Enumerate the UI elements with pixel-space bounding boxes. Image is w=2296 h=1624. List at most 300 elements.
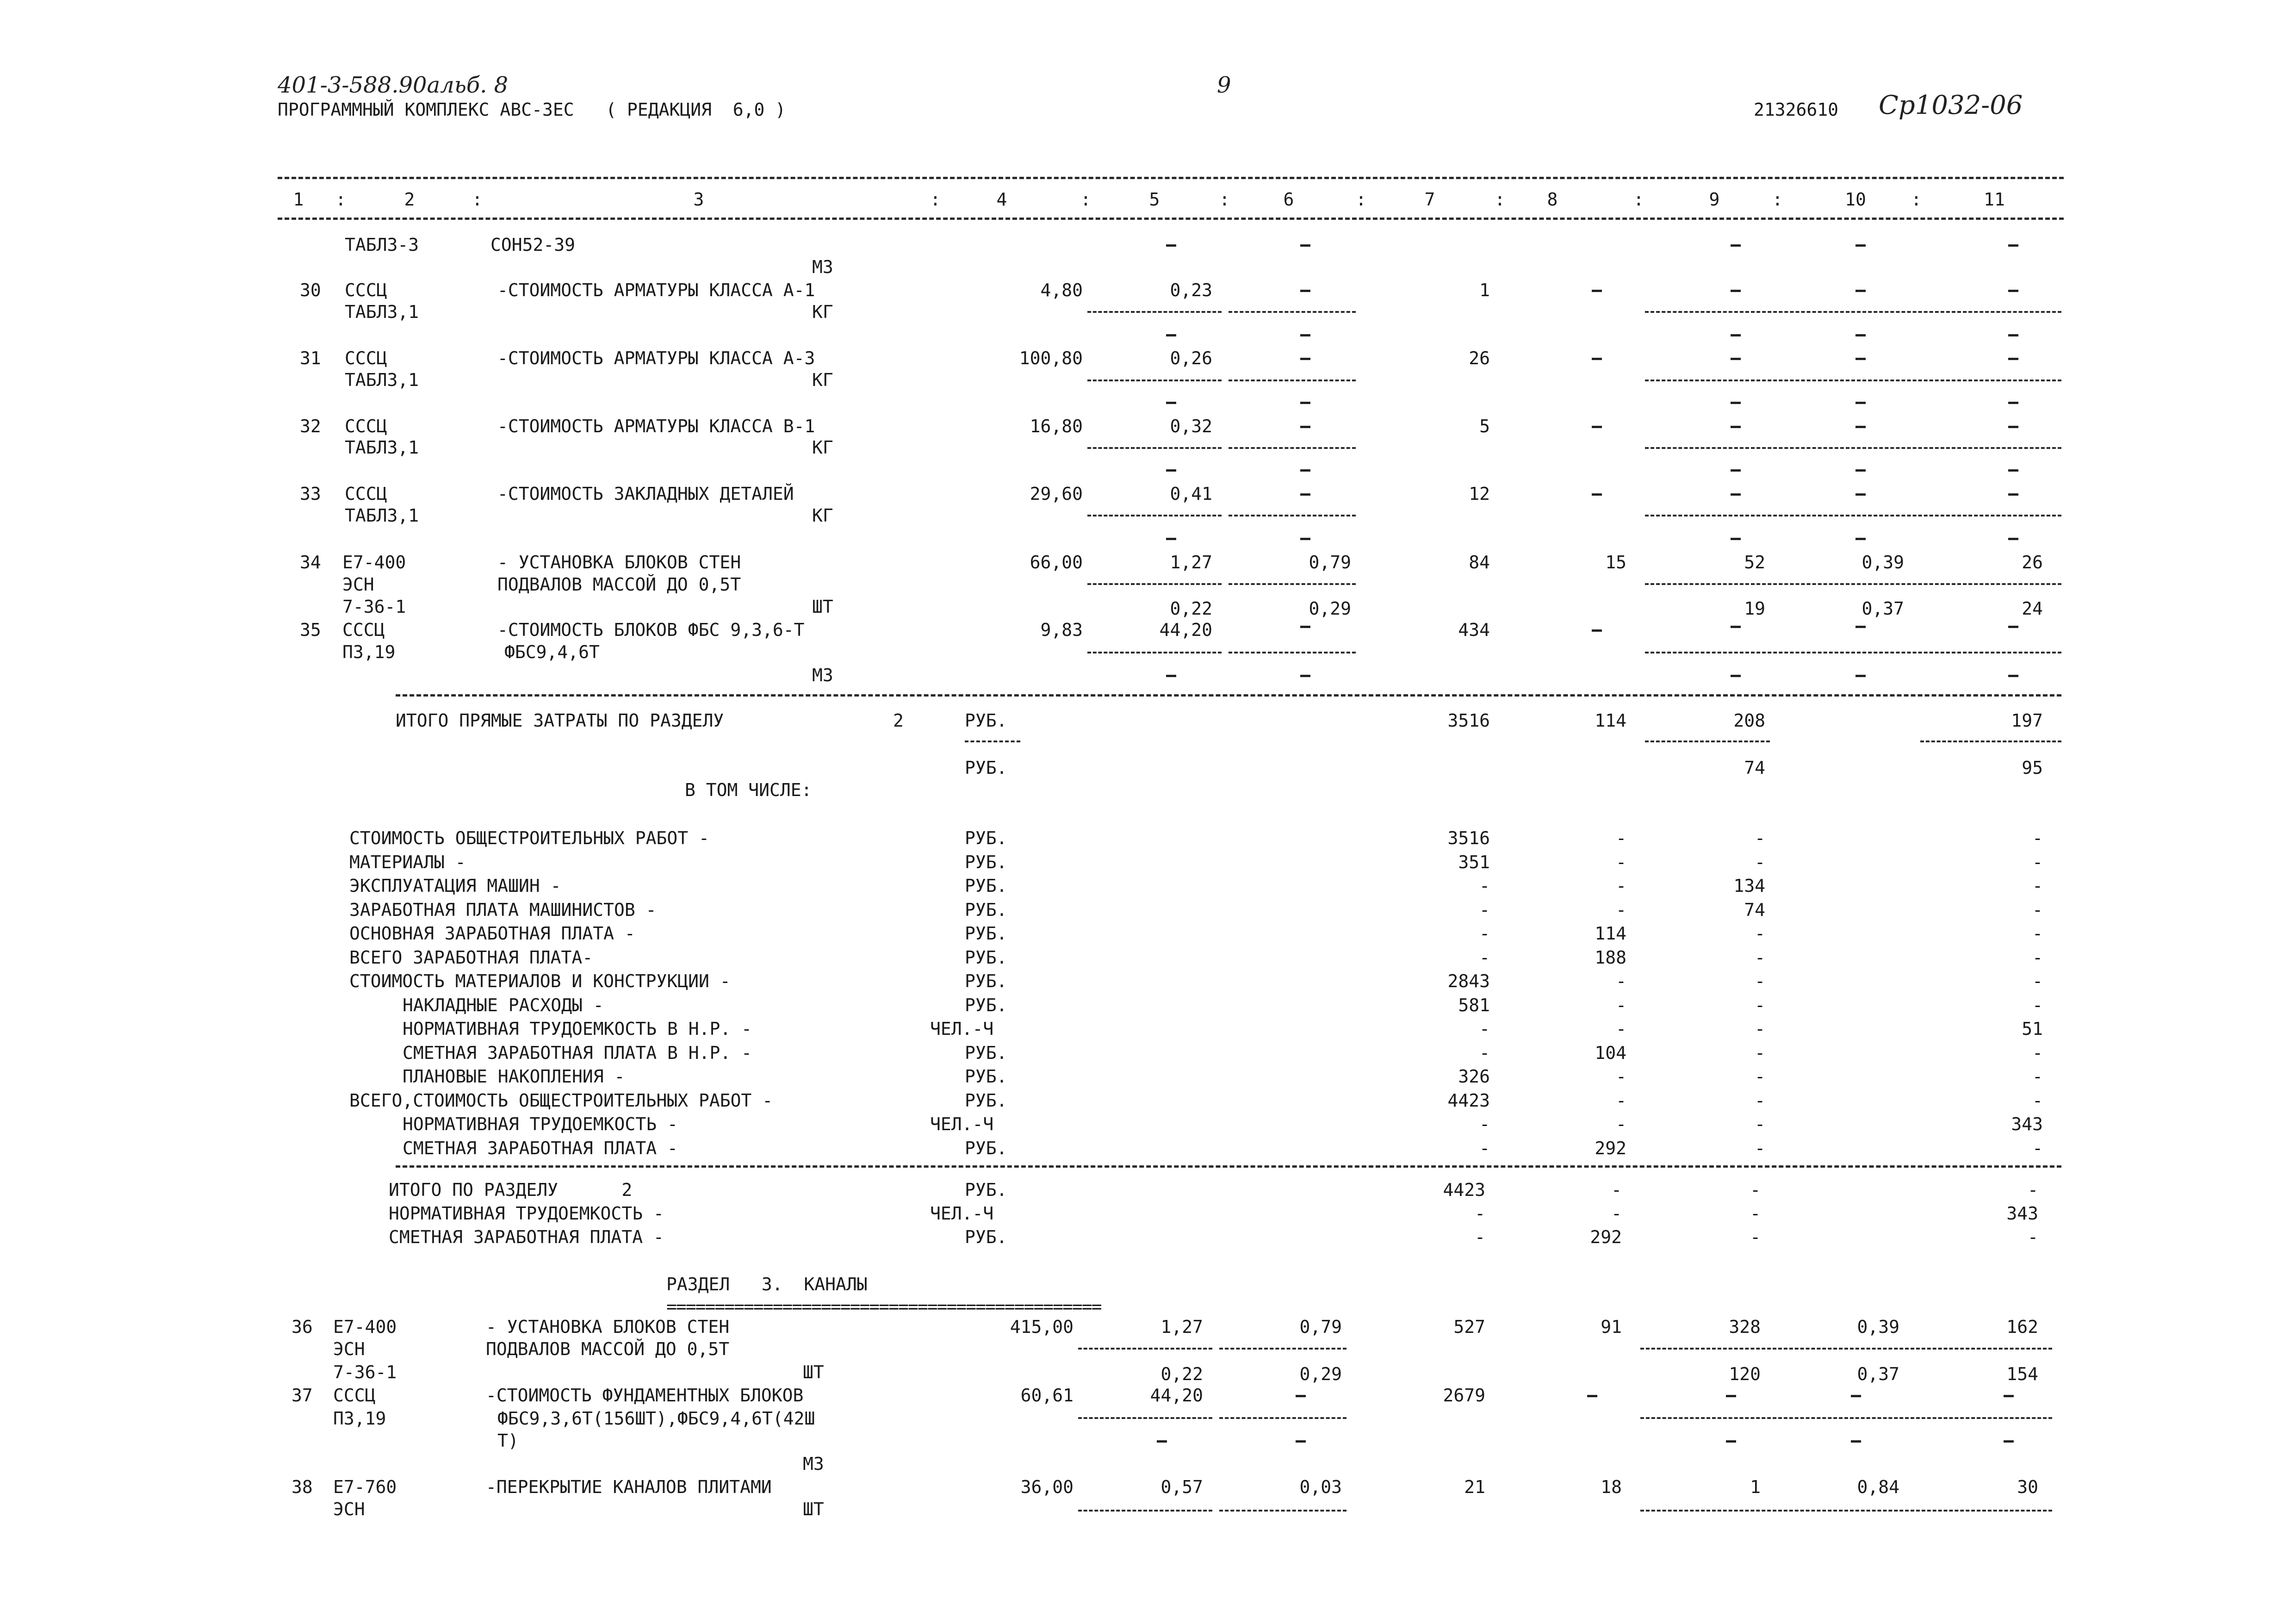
row-number: 32 <box>300 416 321 436</box>
empty-dash <box>1726 1395 1736 1397</box>
col-separator: : <box>1772 189 1783 210</box>
empty-dash <box>1726 1440 1736 1443</box>
empty-dash <box>1166 244 1176 247</box>
col-header-9: 9 <box>1709 189 1720 210</box>
row-description: -СТОИМОСТЬ БЛОКОВ ФБС 9,3,6-Т <box>497 620 805 640</box>
breakdown-c9: 74 <box>1744 900 1765 920</box>
cell-labor: 0,37 <box>1862 598 1904 619</box>
cell-labor: 0,39 <box>1857 1317 1899 1337</box>
empty-dash <box>1300 469 1310 472</box>
cell-labor: 0,84 <box>1857 1477 1899 1497</box>
row-description: ФБС9,4,6Т <box>504 642 600 662</box>
section-title-underline: ============================================= <box>666 1296 1101 1317</box>
breakdown-c8: - <box>1616 876 1626 896</box>
cell-quantity: 36,00 <box>1020 1477 1074 1497</box>
row-code: ТАБЛ3,1 <box>345 370 419 390</box>
breakdown-c8: - <box>1616 900 1626 920</box>
cell-total: 12 <box>1469 484 1490 504</box>
breakdown-c7: 3516 <box>1447 828 1490 848</box>
cell-total: 527 <box>1453 1317 1485 1337</box>
cell-unit-price: 0,32 <box>1170 416 1212 436</box>
including-label: В ТОМ ЧИСЛЕ: <box>685 780 812 800</box>
col-separator: : <box>472 189 483 210</box>
program-title: ПРОГРАММНЫЙ КОМПЛЕКС АВС-3ЕС ( РЕДАКЦИЯ 6,0 ) <box>278 100 786 120</box>
col-separator: : <box>1080 189 1091 210</box>
cell-machine-price: 0,03 <box>1299 1477 1342 1497</box>
cell-unit-price: 0,22 <box>1170 598 1212 619</box>
empty-dash <box>1855 493 1866 496</box>
empty-dash <box>1300 402 1310 404</box>
cell-divider <box>1078 1348 1212 1350</box>
cell-divider <box>1078 1417 1212 1419</box>
section-total-c8: - <box>1611 1203 1622 1224</box>
empty-dash <box>1166 402 1176 404</box>
code-number: 21326610 <box>1754 100 1839 120</box>
cell-total: 2679 <box>1443 1385 1485 1406</box>
section-total-unit: ЧЕЛ.-Ч <box>930 1203 994 1224</box>
breakdown-c7: 2843 <box>1447 971 1490 991</box>
cell-unit-price: 1,27 <box>1160 1317 1203 1337</box>
row-description: Т) <box>497 1431 519 1451</box>
breakdown-c11: 51 <box>2022 1019 2043 1039</box>
empty-dash <box>2008 244 2018 247</box>
breakdown-label: ВСЕГО,СТОИМОСТЬ ОБЩЕСТРОИТЕЛЬНЫХ РАБОТ - <box>349 1090 773 1111</box>
row-code: ЭСН <box>333 1499 365 1519</box>
empty-dash <box>1731 493 1741 496</box>
empty-dash <box>2008 469 2018 472</box>
empty-dash <box>1166 538 1176 540</box>
breakdown-c7: 581 <box>1458 995 1490 1015</box>
row-description: СОН52-39 <box>490 235 576 255</box>
row-number: 37 <box>292 1385 313 1406</box>
page-number: 9 <box>1217 72 1231 98</box>
row-code: СССЦ <box>345 280 387 300</box>
breakdown-c8: 104 <box>1595 1043 1626 1063</box>
row-code: Е7-400 <box>333 1317 397 1337</box>
breakdown-c8: - <box>1616 971 1626 991</box>
row-number: 33 <box>300 484 321 504</box>
cell-machines: 19 <box>1744 598 1765 619</box>
row-description: -СТОИМОСТЬ АРМАТУРЫ КЛАССА В-1 <box>497 416 815 436</box>
row-unit: КГ <box>812 302 833 322</box>
breakdown-c11: 343 <box>2011 1114 2043 1134</box>
empty-dash <box>1855 290 1866 292</box>
totals-c9: 208 <box>1733 710 1765 731</box>
breakdown-c7: - <box>1479 1114 1490 1134</box>
cell-machines: 120 <box>1729 1364 1761 1384</box>
cell-wages: 15 <box>1605 552 1626 572</box>
section-divider <box>396 694 2061 697</box>
empty-dash <box>2008 334 2018 336</box>
section-total-label: ИТОГО ПО РАЗДЕЛУ 2 <box>389 1180 633 1200</box>
col-separator: : <box>1219 189 1230 210</box>
empty-dash <box>1855 426 1866 428</box>
cell-machines: 1 <box>1750 1477 1761 1497</box>
row-code: СССЦ <box>345 348 387 368</box>
cell-machine-price: 0,79 <box>1299 1317 1342 1337</box>
empty-dash <box>1855 244 1866 247</box>
col-header-11: 11 <box>1984 189 2005 210</box>
row-code: ТАБЛ3,1 <box>345 302 419 322</box>
col-separator: : <box>335 189 346 210</box>
row-unit: КГ <box>812 437 833 458</box>
cell-unit-price: 0,41 <box>1170 484 1212 504</box>
cell-divider <box>1087 311 1222 313</box>
cell-quantity: 29,60 <box>1030 484 1083 504</box>
cell-total: 5 <box>1479 416 1490 436</box>
totals-c9: 74 <box>1744 758 1765 778</box>
col-separator: : <box>1633 189 1644 210</box>
row-unit: ШТ <box>803 1499 824 1519</box>
cell-divider <box>1087 652 1222 653</box>
row-code: ЭСН <box>333 1339 365 1359</box>
empty-dash <box>2008 626 2018 628</box>
col-header-6: 6 <box>1283 189 1294 210</box>
breakdown-c11: - <box>2032 947 2043 968</box>
cell-divider <box>1229 515 1356 516</box>
breakdown-c7: - <box>1479 947 1490 968</box>
breakdown-c8: - <box>1616 995 1626 1015</box>
cell-wages: 91 <box>1601 1317 1622 1337</box>
col-header-5: 5 <box>1149 189 1160 210</box>
cell-divider <box>1087 447 1222 449</box>
cell-labor: 0,39 <box>1862 552 1904 572</box>
col-header-8: 8 <box>1547 189 1558 210</box>
row-number: 36 <box>292 1317 313 1337</box>
breakdown-c8: - <box>1616 1019 1626 1039</box>
breakdown-c11: - <box>2032 1138 2043 1158</box>
totals-unit: РУБ. <box>965 710 1007 731</box>
cell-machine-price: 0,79 <box>1309 552 1351 572</box>
section-total-c7: - <box>1475 1203 1485 1224</box>
section-total-c11: 343 <box>2006 1203 2038 1224</box>
cell-unit-price: 44,20 <box>1159 620 1212 640</box>
cell-divider <box>1229 380 1356 381</box>
breakdown-c7: - <box>1479 1019 1490 1039</box>
row-description: -СТОИМОСТЬ АРМАТУРЫ КЛАССА А-3 <box>497 348 815 368</box>
breakdown-c9: - <box>1755 971 1765 991</box>
empty-dash <box>1851 1440 1861 1443</box>
empty-dash <box>2008 358 2018 360</box>
cell-divider <box>1645 311 2061 313</box>
row-unit: М3 <box>803 1454 824 1474</box>
breakdown-label: НАКЛАДНЫЕ РАСХОДЫ - <box>403 995 604 1015</box>
row-unit: КГ <box>812 505 833 526</box>
row-code: СССЦ <box>345 416 387 436</box>
empty-dash <box>1296 1440 1306 1443</box>
empty-dash <box>1592 290 1602 292</box>
breakdown-c11: - <box>2032 876 2043 896</box>
totals-label: ИТОГО ПРЯМЫЕ ЗАТРАТЫ ПО РАЗДЕЛУ <box>396 710 724 731</box>
cell-unit-price: 0,22 <box>1160 1364 1203 1384</box>
breakdown-c7: - <box>1479 1138 1490 1158</box>
empty-dash <box>1855 675 1866 677</box>
section-total-label: СМЕТНАЯ ЗАРАБОТНАЯ ПЛАТА - <box>389 1227 664 1247</box>
empty-dash <box>1731 334 1741 336</box>
breakdown-unit: РУБ. <box>965 995 1007 1015</box>
empty-dash <box>2008 675 2018 677</box>
cell-quantity: 60,61 <box>1020 1385 1074 1406</box>
cell-labor-total: 24 <box>2022 598 2043 619</box>
empty-dash <box>2008 538 2018 540</box>
row-number: 38 <box>292 1477 313 1497</box>
empty-dash <box>1300 675 1310 677</box>
empty-dash <box>1592 358 1602 360</box>
breakdown-c8: - <box>1616 1090 1626 1111</box>
empty-dash <box>1300 290 1310 292</box>
empty-dash <box>1855 469 1866 472</box>
section-total-c11: - <box>2028 1180 2038 1200</box>
cell-divider <box>1640 1348 2052 1350</box>
breakdown-c9: - <box>1755 1043 1765 1063</box>
cell-divider <box>1229 447 1356 449</box>
col-header-3: 3 <box>693 189 704 210</box>
breakdown-c8: - <box>1616 828 1626 848</box>
breakdown-c9: - <box>1755 828 1765 848</box>
breakdown-c7: - <box>1479 923 1490 944</box>
breakdown-unit: ЧЕЛ.-Ч <box>930 1019 994 1039</box>
breakdown-c8: - <box>1616 1114 1626 1134</box>
row-unit: КГ <box>812 370 833 390</box>
empty-dash <box>1731 675 1741 677</box>
totals-c8: 114 <box>1595 710 1626 731</box>
breakdown-label: СТОИМОСТЬ МАТЕРИАЛОВ И КОНСТРУКЦИИ - <box>349 971 731 991</box>
empty-dash <box>1731 626 1741 628</box>
breakdown-c7: 326 <box>1458 1066 1490 1087</box>
empty-dash <box>1300 334 1310 336</box>
row-code: П3,19 <box>333 1408 386 1429</box>
col-header-1: 1 <box>293 189 304 210</box>
empty-dash <box>1731 402 1741 404</box>
breakdown-c9: - <box>1755 1090 1765 1111</box>
empty-dash <box>2004 1395 2014 1397</box>
row-code: Е7-400 <box>342 552 406 572</box>
cell-unit-price: 0,57 <box>1160 1477 1203 1497</box>
cell-unit-price: 44,20 <box>1150 1385 1203 1406</box>
totals-c11: 95 <box>2022 758 2043 778</box>
header-top-line <box>278 177 2064 179</box>
section-total-c7: 4423 <box>1443 1180 1485 1200</box>
row-description: ФБС9,3,6Т(156ШТ),ФБС9,4,6Т(42Ш <box>497 1408 815 1429</box>
breakdown-c7: - <box>1479 1043 1490 1063</box>
breakdown-c8: - <box>1616 1066 1626 1087</box>
row-description: - УСТАНОВКА БЛОКОВ СТЕН <box>486 1317 730 1337</box>
col-separator: : <box>1356 189 1366 210</box>
row-unit: М3 <box>812 665 833 685</box>
breakdown-c11: - <box>2032 923 2043 944</box>
breakdown-unit: РУБ. <box>965 1066 1007 1087</box>
cell-quantity: 16,80 <box>1030 416 1083 436</box>
header-bottom-line <box>278 218 2064 220</box>
breakdown-c9: - <box>1755 1019 1765 1039</box>
row-description: ПОДВАЛОВ МАССОЙ ДО 0,5Т <box>497 574 741 595</box>
col-header-10: 10 <box>1845 189 1866 210</box>
col-separator: : <box>930 189 941 210</box>
col-header-2: 2 <box>404 189 415 210</box>
cell-unit-price: 0,26 <box>1170 348 1212 368</box>
empty-dash <box>1855 538 1866 540</box>
empty-dash <box>1855 358 1866 360</box>
cell-machines: 328 <box>1729 1317 1761 1337</box>
breakdown-c9: - <box>1755 1114 1765 1134</box>
cell-divider <box>1640 1510 2052 1512</box>
cell-machine-price: 0,29 <box>1299 1364 1342 1384</box>
breakdown-label: ВСЕГО ЗАРАБОТНАЯ ПЛАТА- <box>349 947 593 968</box>
cell-quantity: 4,80 <box>1040 280 1083 300</box>
empty-dash <box>1851 1395 1861 1397</box>
breakdown-unit: РУБ. <box>965 971 1007 991</box>
empty-dash <box>1731 290 1741 292</box>
cell-wages: 18 <box>1601 1477 1622 1497</box>
cell-unit-price: 0,23 <box>1170 280 1212 300</box>
empty-dash <box>2008 290 2018 292</box>
empty-dash <box>1300 244 1310 247</box>
totals-unit: РУБ. <box>965 758 1007 778</box>
breakdown-unit: РУБ. <box>965 900 1007 920</box>
cell-divider <box>1645 583 2061 585</box>
cell-divider <box>1219 1417 1347 1419</box>
empty-dash <box>1587 1395 1597 1397</box>
breakdown-label: ОСНОВНАЯ ЗАРАБОТНАЯ ПЛАТА - <box>349 923 635 944</box>
empty-dash <box>1157 1440 1167 1443</box>
breakdown-label: НОРМАТИВНАЯ ТРУДОЕМКОСТЬ В Н.Р. - <box>403 1019 752 1039</box>
breakdown-label: НОРМАТИВНАЯ ТРУДОЕМКОСТЬ - <box>403 1114 678 1134</box>
breakdown-c9: - <box>1755 947 1765 968</box>
breakdown-unit: РУБ. <box>965 1138 1007 1158</box>
row-description: ПОДВАЛОВ МАССОЙ ДО 0,5Т <box>486 1339 730 1359</box>
col-separator: : <box>1911 189 1922 210</box>
cell-divider <box>1078 1510 1212 1512</box>
row-code: 7-36-1 <box>342 597 406 617</box>
cell-divider <box>1645 740 1770 742</box>
breakdown-unit: РУБ. <box>965 947 1007 968</box>
breakdown-c8: 114 <box>1595 923 1626 944</box>
empty-dash <box>1731 244 1741 247</box>
breakdown-c8: 188 <box>1595 947 1626 968</box>
breakdown-c7: - <box>1479 876 1490 896</box>
cell-divider <box>1087 380 1222 381</box>
empty-dash <box>1300 538 1310 540</box>
empty-dash <box>1166 334 1176 336</box>
empty-dash <box>2008 402 2018 404</box>
empty-dash <box>1855 626 1866 628</box>
cell-divider <box>1645 515 2061 516</box>
cell-quantity: 100,80 <box>1019 348 1083 368</box>
cell-divider <box>1219 1348 1347 1350</box>
cell-labor-total: 30 <box>2017 1477 2038 1497</box>
breakdown-label: СМЕТНАЯ ЗАРАБОТНАЯ ПЛАТА В Н.Р. - <box>403 1043 752 1063</box>
cell-quantity: 9,83 <box>1040 620 1083 640</box>
cell-divider <box>965 740 1020 742</box>
row-code: ТАБЛ3,1 <box>345 437 419 458</box>
breakdown-label: СМЕТНАЯ ЗАРАБОТНАЯ ПЛАТА - <box>403 1138 678 1158</box>
cell-divider <box>1229 311 1356 313</box>
cell-total: 26 <box>1469 348 1490 368</box>
breakdown-c11: - <box>2032 852 2043 872</box>
cell-divider <box>1645 447 2061 449</box>
row-code: Е7-760 <box>333 1477 397 1497</box>
row-unit: ШТ <box>803 1362 824 1382</box>
breakdown-c8: 292 <box>1595 1138 1626 1158</box>
row-code: СССЦ <box>342 620 385 640</box>
empty-dash <box>2004 1440 2014 1443</box>
col-separator: : <box>1495 189 1505 210</box>
row-number: 31 <box>300 348 321 368</box>
breakdown-c9: - <box>1755 852 1765 872</box>
section-total-c8: - <box>1611 1180 1622 1200</box>
row-number: 35 <box>300 620 321 640</box>
col-header-7: 7 <box>1424 189 1435 210</box>
section-total-unit: РУБ. <box>965 1227 1007 1247</box>
breakdown-c11: - <box>2032 971 2043 991</box>
cell-quantity: 415,00 <box>1010 1317 1074 1337</box>
row-code: ТАБЛ3-3 <box>345 235 419 255</box>
row-description: -СТОИМОСТЬ ЗАКЛАДНЫХ ДЕТАЛЕЙ <box>497 484 794 504</box>
cell-unit-price: 1,27 <box>1170 552 1212 572</box>
breakdown-c11: - <box>2032 1066 2043 1087</box>
breakdown-c11: - <box>2032 995 2043 1015</box>
cell-divider <box>1229 583 1356 585</box>
empty-dash <box>1300 493 1310 496</box>
breakdown-c11: - <box>2032 1090 2043 1111</box>
empty-dash <box>1731 538 1741 540</box>
breakdown-label: ЭКСПЛУАТАЦИЯ МАШИН - <box>349 876 561 896</box>
cell-divider <box>1087 583 1222 585</box>
breakdown-unit: РУБ. <box>965 1090 1007 1111</box>
totals-c7: 3516 <box>1447 710 1490 731</box>
breakdown-unit: РУБ. <box>965 852 1007 872</box>
row-code: П3,19 <box>342 642 396 662</box>
row-description: - УСТАНОВКА БЛОКОВ СТЕН <box>497 552 741 572</box>
empty-dash <box>1300 358 1310 360</box>
row-number: 30 <box>300 280 321 300</box>
breakdown-c9: 134 <box>1733 876 1765 896</box>
empty-dash <box>1592 629 1602 632</box>
breakdown-c9: - <box>1755 1138 1765 1158</box>
row-code: ТАБЛ3,1 <box>345 505 419 526</box>
cell-quantity: 66,00 <box>1030 552 1083 572</box>
cell-labor-total: 154 <box>2006 1364 2038 1384</box>
breakdown-c11: - <box>2032 1043 2043 1063</box>
breakdown-label: ПЛАНОВЫЕ НАКОПЛЕНИЯ - <box>403 1066 625 1087</box>
row-code: 7-36-1 <box>333 1362 397 1382</box>
breakdown-c9: - <box>1755 923 1765 944</box>
cell-divider <box>1920 740 2061 742</box>
cell-labor-total: 162 <box>2006 1317 2038 1337</box>
breakdown-label: ЗАРАБОТНАЯ ПЛАТА МАШИНИСТОВ - <box>349 900 657 920</box>
breakdown-label: МАТЕРИАЛЫ - <box>349 852 466 872</box>
breakdown-c11: - <box>2032 900 2043 920</box>
section-total-c9: - <box>1750 1180 1761 1200</box>
breakdown-c11: - <box>2032 828 2043 848</box>
breakdown-c7: - <box>1479 900 1490 920</box>
section-total-c9: - <box>1750 1203 1761 1224</box>
empty-dash <box>1166 469 1176 472</box>
row-code: СССЦ <box>345 484 387 504</box>
cell-total: 21 <box>1464 1477 1485 1497</box>
breakdown-unit: РУБ. <box>965 923 1007 944</box>
breakdown-c7: 4423 <box>1447 1090 1490 1111</box>
empty-dash <box>1855 334 1866 336</box>
empty-dash <box>1731 469 1741 472</box>
row-description: -СТОИМОСТЬ АРМАТУРЫ КЛАССА А-1 <box>497 280 815 300</box>
section-divider <box>396 1165 2061 1168</box>
cell-total: 84 <box>1469 552 1490 572</box>
section-total-c7: - <box>1475 1227 1485 1247</box>
empty-dash <box>2008 493 2018 496</box>
section-title: РАЗДЕЛ 3. КАНАЛЫ <box>666 1274 868 1294</box>
col-header-4: 4 <box>996 189 1007 210</box>
